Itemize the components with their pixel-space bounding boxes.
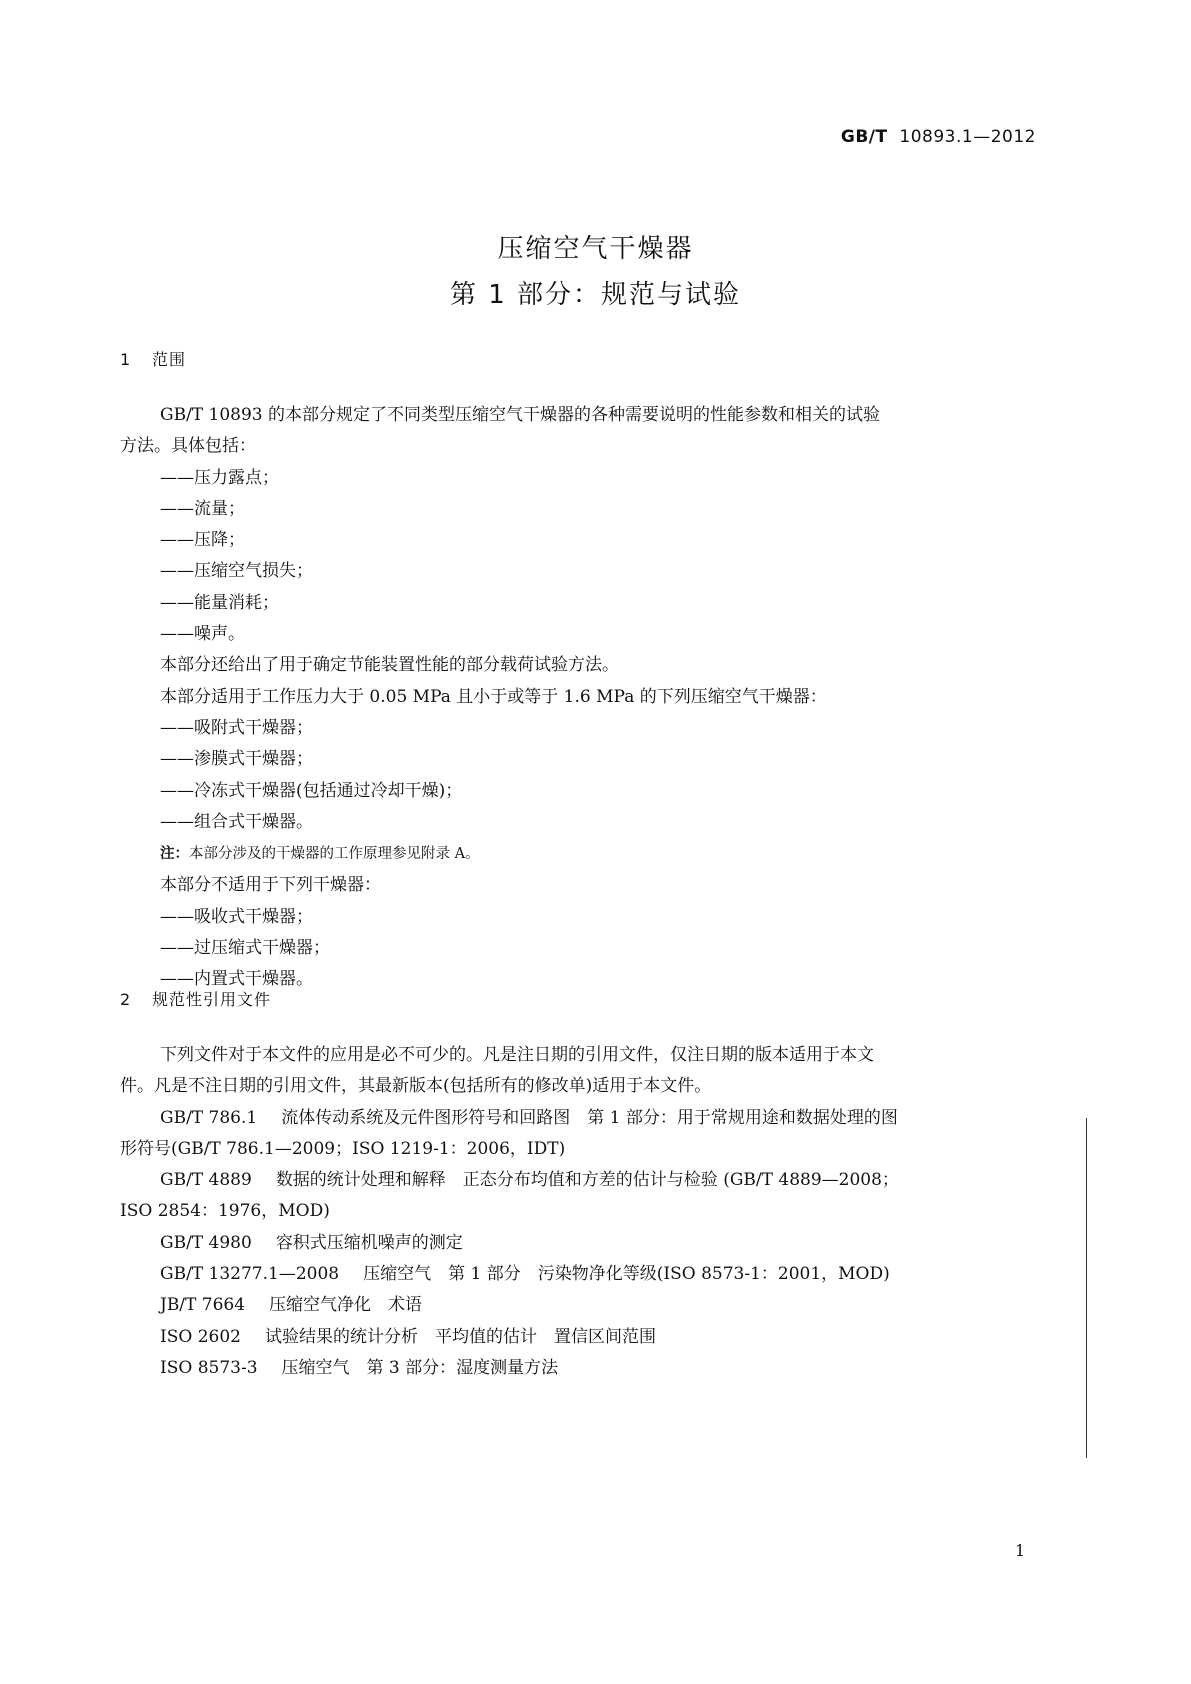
param-list-item: ——压力露点； [160, 467, 279, 488]
section-2-body [120, 1040, 1052, 1384]
reference-entry [120, 1322, 1052, 1353]
reference-code: ISO 8573-3 [160, 1357, 258, 1378]
scope-intro-line-2: 方法。具体包括： [120, 436, 256, 457]
page-number: 1 [1015, 1541, 1026, 1560]
standard-number [841, 127, 1036, 147]
partial-load-text: 本部分还给出了用于确定节能装置性能的部分载荷试验方法。 [160, 655, 619, 676]
reference-title: 数据的统计处理和解释 正态分布均值和方差的估计与检验 (GB/T 4889—2008； [275, 1170, 899, 1191]
note-label: 注： [160, 845, 189, 863]
reference-entry [120, 1103, 1052, 1134]
reference-entry [120, 1290, 1052, 1321]
param-list-item: ——压降； [160, 530, 245, 551]
standard-prefix: GB/T [840, 127, 888, 147]
section-2-heading [120, 987, 271, 1010]
references-intro-line-2: 件。凡是不注日期的引用文件，其最新版本(包括所有的修改单)适用于本文件。 [120, 1076, 712, 1097]
exclusion-text: 本部分不适用于下列干燥器： [160, 875, 381, 896]
dryer-type-item: ——组合式干燥器。 [160, 811, 313, 832]
applicability-text: 本部分适用于工作压力大于 0.05 MPa 且小于或等于 1.6 MPa 的下列压缩空气干燥器： [160, 686, 827, 707]
dryer-type-item: ——渗膜式干燥器； [160, 749, 313, 770]
reference-code: GB/T 786.1 [160, 1107, 258, 1128]
param-list-item: ——噪声。 [160, 624, 245, 645]
excluded-type-item: ——内置式干燥器。 [160, 969, 313, 990]
title-line-1: 压缩空气干燥器 [497, 234, 694, 264]
param-list-item: ——压缩空气损失； [160, 561, 313, 582]
scope-intro-line-1: GB/T 10893 的本部分规定了不同类型压缩空气干燥器的各种需要说明的性能参数和相关的试验 [160, 405, 881, 425]
reference-title: 流体传动系统及元件图形符号和回路图 第 1 部分：用于常规用途和数据处理的图 [281, 1107, 898, 1128]
reference-title: 压缩空气 第 3 部分：湿度测量方法 [281, 1357, 559, 1378]
document-title [0, 226, 1191, 318]
reference-code: JB/T 7664 [160, 1295, 246, 1316]
param-list-item: ——能量消耗； [160, 592, 279, 613]
section-2-number: 2 [120, 990, 132, 1009]
param-list-item: ——流量； [160, 498, 245, 519]
section-1-heading [120, 347, 186, 370]
reference-code: ISO 2602 [160, 1326, 241, 1347]
dryer-type-item: ——冷冻式干燥器(包括通过冷却干燥)； [160, 780, 463, 801]
standard-code: 10893.1—2012 [899, 127, 1036, 147]
reference-entry [120, 1228, 1052, 1259]
reference-entry [120, 1353, 1052, 1384]
reference-title: 压缩空气 第 1 部分 污染物净化等级(ISO 8573-1：2001，MOD) [363, 1264, 890, 1285]
section-2-title: 规范性引用文件 [152, 990, 272, 1009]
note-text: 本部分涉及的干燥器的工作原理参见附录 A。 [189, 846, 480, 863]
reference-continuation: ISO 2854：1976，MOD) [120, 1201, 330, 1222]
reference-code: GB/T 4889 [160, 1170, 252, 1191]
reference-entry [120, 1259, 1052, 1290]
dryer-type-item: ——吸附式干燥器； [160, 717, 313, 738]
excluded-type-item: ——吸收式干燥器； [160, 906, 313, 927]
section-1-body [120, 400, 1052, 996]
excluded-type-item: ——过压缩式干燥器； [160, 938, 330, 959]
reference-continuation: 形符号(GB/T 786.1—2009；ISO 1219-1：2006，IDT) [120, 1138, 566, 1159]
title-line-2: 第 1 部分：规范与试验 [449, 280, 742, 310]
section-1-title: 范围 [152, 350, 187, 369]
section-1-number: 1 [120, 350, 132, 369]
scope-note [120, 838, 1052, 870]
reference-code: GB/T 13277.1—2008 [160, 1264, 340, 1285]
reference-title: 试验结果的统计分析 平均值的估计 置信区间范围 [264, 1326, 656, 1347]
margin-rule [1086, 1118, 1087, 1458]
reference-title: 压缩空气净化 术语 [269, 1295, 423, 1316]
references-intro-line-1: 下列文件对于本文件的应用是必不可少的。凡是注日期的引用文件，仅注日期的版本适用于本文 [160, 1045, 874, 1065]
reference-entry [120, 1165, 1052, 1196]
reference-title: 容积式压缩机噪声的测定 [275, 1232, 463, 1253]
reference-code: GB/T 4980 [160, 1232, 252, 1253]
